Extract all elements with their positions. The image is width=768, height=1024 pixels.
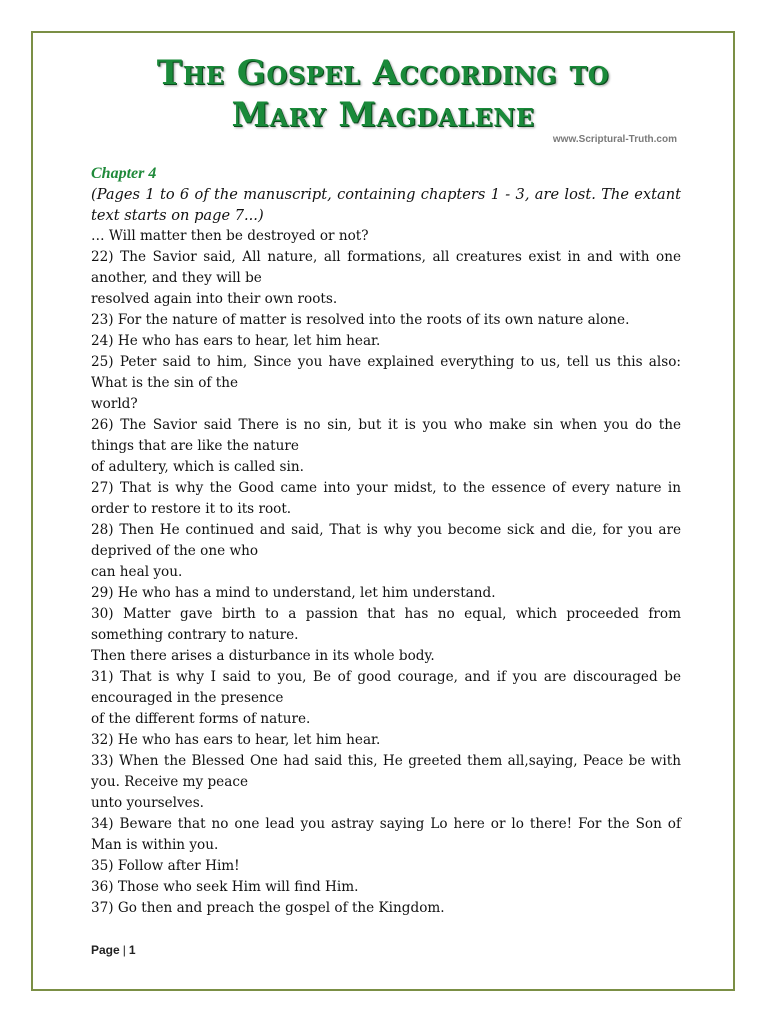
verse-paragraph: [91, 667, 681, 730]
document-body: [91, 163, 681, 919]
verse-paragraph: [91, 415, 681, 478]
website-credit: www.Scriptural-Truth.com: [552, 134, 677, 145]
verse-paragraph: [91, 352, 681, 415]
verse-line: unto yourselves.: [91, 795, 204, 811]
verse-line: 23) For the nature of matter is resolved into the roots of its own nature alone.: [91, 312, 630, 328]
verse-paragraph: [91, 226, 681, 247]
verse-line: Then there arises a disturbance in its whole body.: [91, 648, 435, 664]
verse-line: 28) Then He continued and said, That is why you become sick and die, for you are deprived of the one who: [91, 522, 681, 559]
verse-paragraph: [91, 877, 681, 898]
verse-paragraph: [91, 247, 681, 310]
verse-line: … Will matter then be destroyed or not?: [91, 228, 369, 244]
page-label: Page: [91, 943, 120, 957]
verse-line: 36) Those who seek Him will find Him.: [91, 879, 359, 895]
verse-line: 27) That is why the Good came into your midst, to the essence of every nature in order to restore it to its root.: [91, 480, 681, 517]
page-number: 1: [128, 943, 136, 957]
verse-line: 24) He who has ears to hear, let him hear.: [91, 333, 381, 349]
verse-line: 31) That is why I said to you, Be of good courage, and if you are discouraged be encouraged in the presence: [91, 669, 681, 706]
verse-list: [91, 226, 681, 919]
page-footer: [91, 943, 136, 957]
verse-paragraph: [91, 478, 681, 520]
verse-paragraph: [91, 331, 681, 352]
verse-paragraph: [91, 751, 681, 814]
title-line-1: The Gospel According to: [156, 53, 610, 93]
verse-line: 30) Matter gave birth to a passion that has no equal, which proceeded from something contrary to nature.: [91, 606, 681, 643]
verse-line: of adultery, which is called sin.: [91, 459, 304, 475]
verse-line: 22) The Savior said, All nature, all formations, all creatures exist in and with one another, and they will be: [91, 249, 681, 286]
verse-paragraph: [91, 730, 681, 751]
verse-paragraph: [91, 898, 681, 919]
verse-paragraph: [91, 520, 681, 583]
verse-line: resolved again into their own roots.: [91, 291, 338, 307]
verse-paragraph: [91, 814, 681, 856]
verse-line: 33) When the Blessed One had said this, He greeted them all,saying, Peace be with you. Receive my peace: [91, 753, 681, 790]
verse-line: of the different forms of nature.: [91, 711, 311, 727]
verse-line: 25) Peter said to him, Since you have explained everything to us, tell us this also: What is the sin of the: [91, 354, 681, 391]
verse-line: 37) Go then and preach the gospel of the Kingdom.: [91, 900, 445, 916]
verse-line: can heal you.: [91, 564, 183, 580]
document-page: [31, 31, 735, 991]
chapter-heading: Chapter 4: [91, 165, 157, 182]
verse-paragraph: [91, 856, 681, 877]
verse-paragraph: [91, 604, 681, 667]
verse-paragraph: [91, 310, 681, 331]
manuscript-note: (Pages 1 to 6 of the manuscript, containing chapters 1 - 3, are lost. The extant text starts on page 7...): [91, 186, 681, 224]
verse-line: 26) The Savior said There is no sin, but it is you who make sin when you do the things that are like the nature: [91, 417, 681, 454]
title-line-2: Mary Magdalene: [231, 95, 535, 135]
verse-line: 29) He who has a mind to understand, let him understand.: [91, 585, 496, 601]
verse-line: 35) Follow after Him!: [91, 858, 240, 874]
verse-line: 34) Beware that no one lead you astray saying Lo here or lo there! For the Son of Man is within you.: [91, 816, 681, 853]
verse-line: world?: [91, 396, 138, 412]
verse-paragraph: [91, 583, 681, 604]
page-separator: |: [122, 943, 126, 957]
verse-line: 32) He who has ears to hear, let him hear.: [91, 732, 381, 748]
